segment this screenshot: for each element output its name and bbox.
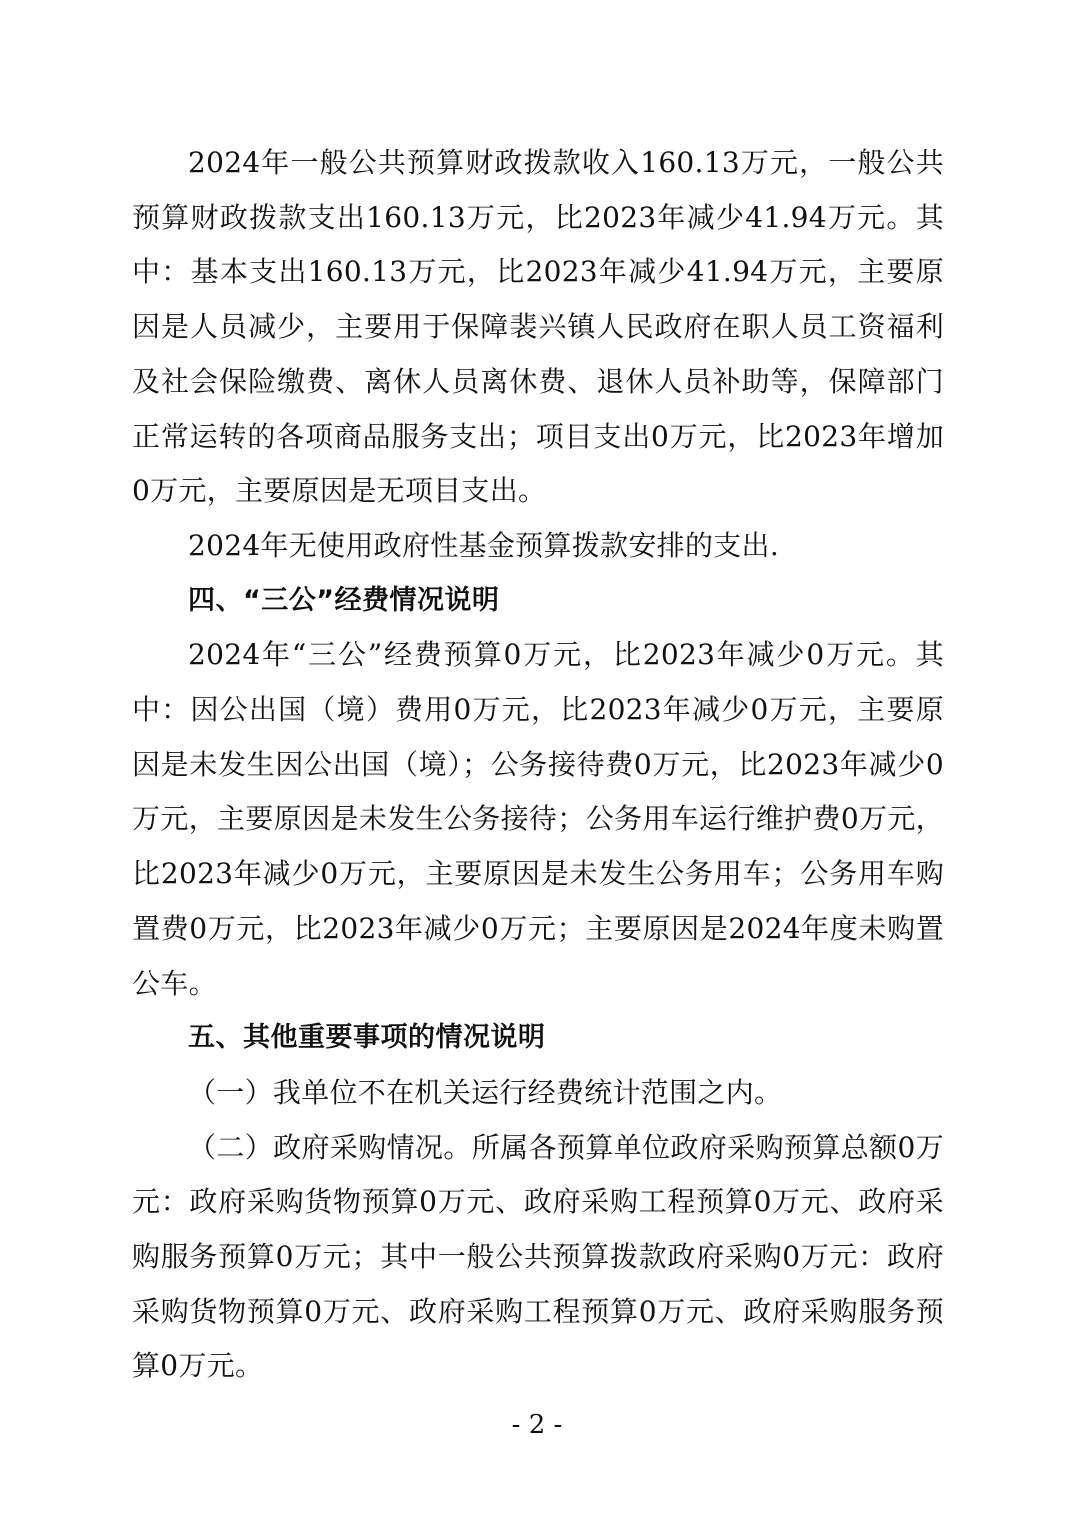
document-body — [132, 136, 944, 1394]
paragraph-three-public-expenses: 2024年“三公”经费预算0万元，比2023年减少0万元。其中：因公出国（境）费用0万元，比2023年减少0万元，主要原因是未发生因公出国（境）；公务接待费0万元，比2023年减少0万元，主要原因是未发生公务接待；公务用车运行维护费0万元，比2023年减少0万元，主要原因是未发生公务用车；公务用车购置费0万元，比2023年减少0万元；主要原因是2024年度未购置公车。 — [132, 638, 944, 1000]
paragraph-general-budget: 2024年一般公共预算财政拨款收入160.13万元，一般公共预算财政拨款支出160.13万元，比2023年减少41.94万元。其中：基本支出160.13万元，比2023年减少41.94万元，主要原因是人员减少，主要用于保障裴兴镇人民政府在职人员工资福利及社会保险缴费、离休人员离休费、退休人员补助等，保障部门正常运转的各项商品服务支出；项目支出0万元，比2023年增加0万元，主要原因是无项目支出。 — [132, 146, 944, 508]
page-number: - 2 - — [511, 1410, 563, 1440]
section-heading-other-matters: 五、其他重要事项的情况说明 — [188, 1022, 546, 1054]
paragraph-operating-expenses: （一）我单位不在机关运行经费统计范围之内。 — [188, 1075, 783, 1109]
section-heading-three-public: 四、“三公”经费情况说明 — [188, 584, 500, 616]
paragraph-government-procurement: （二）政府采购情况。所属各预算单位政府采购预算总额0万元：政府采购货物预算0万元、政府采购工程预算0万元、政府采购服务预算0万元；其中一般公共预算拨款政府采购0万元：政府采购货物预算0万元、政府采购工程预算0万元、政府采购服务预算0万元。 — [132, 1130, 944, 1383]
paragraph-government-fund: 2024年无使用政府性基金预算拨款安排的支出. — [188, 528, 780, 562]
